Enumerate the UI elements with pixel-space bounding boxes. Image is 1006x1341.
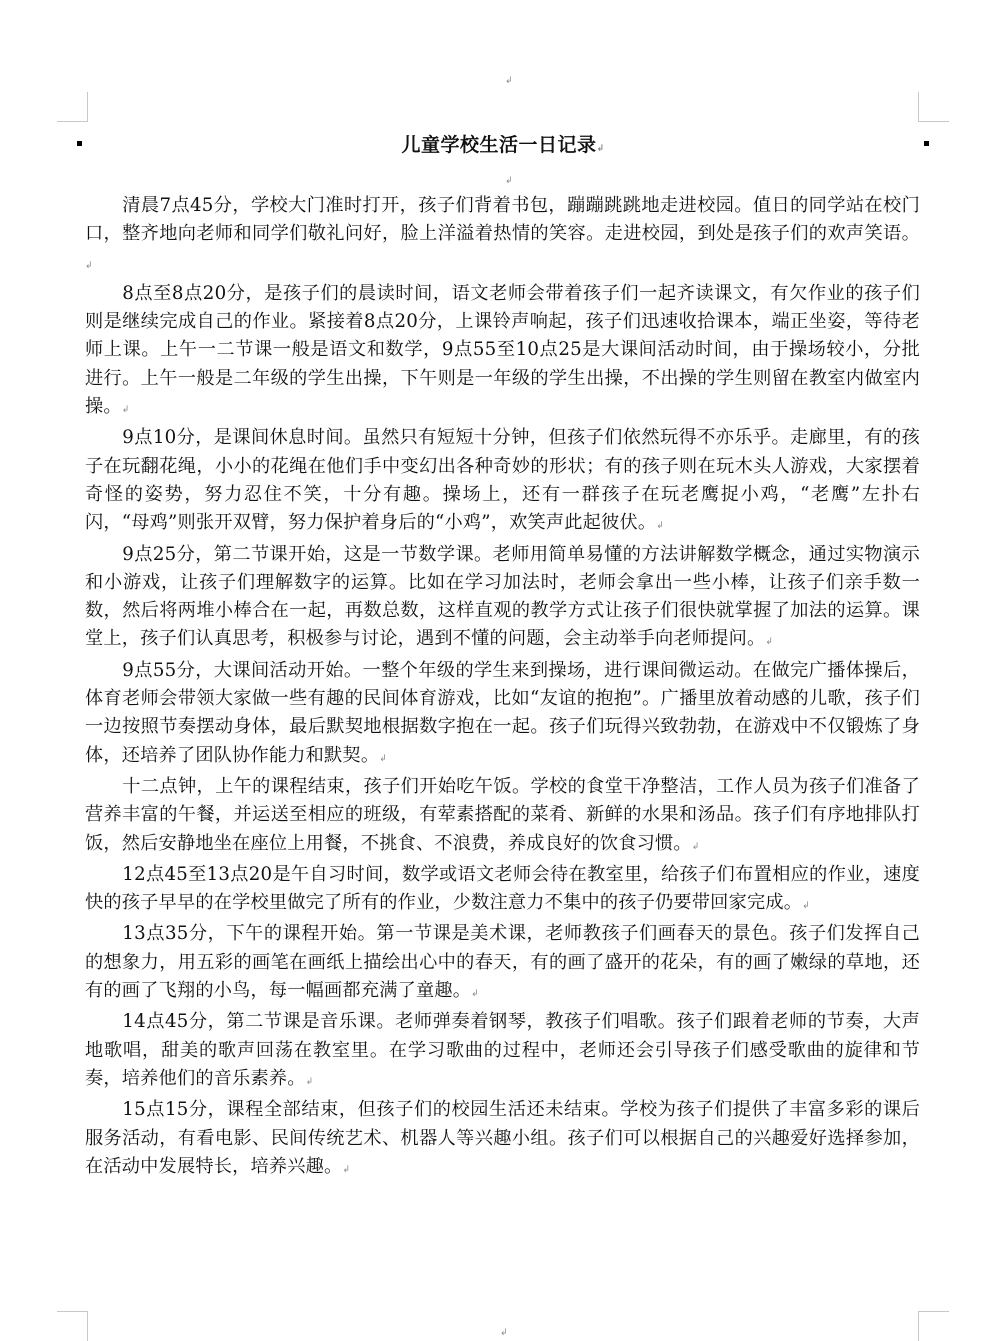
document-body[interactable] (85, 192, 920, 1184)
paragraph-mark: ↲ (765, 637, 774, 648)
paragraph-mark: ↲ (656, 521, 664, 532)
paragraph-text: 9点10分，是课间休息时间。虽然只有短短十分钟，但孩子们依然玩得不亦乐乎。走廊里，有的孩子在玩翻花绳，小小的花绳在他们手中变幻出各种奇妙的形状；有的孩子则在玩木头人游戏，大家摆着奇怪的姿势，努力忍住不笑，十分有趣。操场上，还有一群孩子在玩老鹰捉小鸡，“老鹰”左扑右闪，“母鸡”则张开双臂，努力保护着身后的“小鸡”，欢笑声此起彼伏。 (85, 427, 920, 534)
paragraph-text: 9点55分，大课间活动开始。一整个年级的学生来到操场，进行课间微运动。在做完广播体操后，体育老师会带领大家做一些有趣的民间体育游戏，比如“友谊的抱抱”。广播里放着动感的儿歌，孩子们一边按照节奏摆动身体，最后默契地根据数字抱在一起。孩子们玩得兴致勃勃，在游戏中不仅锻炼了身体，还培养了团队协作能力和默契。 (85, 659, 920, 766)
paragraph[interactable] (85, 280, 920, 424)
header-paragraph-mark: ↲ (505, 76, 513, 86)
document-title[interactable] (0, 130, 1006, 157)
paragraph[interactable] (85, 424, 920, 540)
paragraph-text: 清晨7点45分，学校大门准时打开，孩子们背着书包，蹦蹦跳跳地走进校园。值日的同学站在校门口，整齐地向老师和同学们敬礼问好，脸上洋溢着热情的笑容。走进校园，到处是孩子们的欢声笑语。 (85, 195, 920, 245)
paragraph-text: 12点45至13点20是午自习时间，数学或语文老师会待在教室里，给孩子们布置相应的作业，速度快的孩子早早的在学校里做完了所有的作业，少数注意力不集中的孩子仍要带回家完成。 (85, 863, 920, 914)
paragraph-text: 9点25分，第二节课开始，这是一节数学课。老师用简单易懂的方法讲解数学概念，通过实物演示和小游戏，让孩子们理解数字的运算。比如在学习加法时，老师会拿出一些小棒，让孩子们亲手数一数，然后将两堆小棒合在一起，再数总数，这样直观的教学方式让孩子们很快就掌握了加法的运算。课堂上，孩子们认真思考，积极参与讨论，遇到不懂的问题，会主动举手向老师提问。 (85, 543, 920, 650)
paragraph-text: 13点35分，下午的课程开始。第一节课是美术课，老师教孩子们画春天的景色。孩子们发挥自己的想象力，用五彩的画笔在画纸上描绘出心中的春天，有的画了盛开的花朵，有的画了嫩绿的草地，还有的画了飞翔的小鸟，每一幅画都充满了童趣。 (85, 923, 920, 1002)
paragraph[interactable] (85, 861, 920, 921)
blank-line-paragraph-mark: ↲ (505, 176, 513, 186)
page-corner-mark-bottom-right (918, 1311, 949, 1341)
paragraph-mark: ↲ (471, 989, 479, 1000)
paragraph[interactable] (85, 1096, 920, 1184)
paragraph-mark: ↲ (691, 841, 700, 852)
paragraph[interactable] (85, 657, 920, 773)
paragraph-mark: ↲ (305, 1076, 314, 1087)
page-corner-mark-top-left (57, 92, 88, 122)
paragraph-mark: ↲ (802, 901, 810, 912)
paragraph[interactable] (85, 192, 920, 280)
paragraph-mark: ↲ (342, 1164, 351, 1175)
page-corner-mark-top-right (918, 92, 949, 122)
page-corner-mark-bottom-left (57, 1311, 88, 1341)
paragraph-mark: ↲ (379, 753, 387, 764)
paragraph[interactable] (85, 920, 920, 1008)
paragraph-mark: ↲ (85, 260, 93, 271)
paragraph-text: 十二点钟，上午的课程结束，孩子们开始吃午饭。学校的食堂干净整洁，工作人员为孩子们准备了营养丰富的午餐，并运送至相应的班级，有荤素搭配的菜肴、新鲜的水果和汤品。孩子们有序地排队打饭，然后安静地坐在座位上用餐，不挑食、不浪费，养成良好的饮食习惯。 (85, 775, 920, 854)
paragraph[interactable] (85, 1008, 920, 1096)
paragraph-mark: ↲ (596, 144, 605, 154)
paragraph-text: 14点45分，第二节课是音乐课。老师弹奏着钢琴，教孩子们唱歌。孩子们跟着老师的节奏，大声地歌唱，甜美的歌声回荡在教室里。在学习歌曲的过程中，老师还会引导孩子们感受歌曲的旋律和节奏，培养他们的音乐素养。 (85, 1011, 920, 1089)
footer-paragraph-mark: ↲ (500, 1328, 508, 1338)
document-title-text: 儿童学校生活一日记录 (401, 134, 597, 156)
paragraph[interactable] (85, 541, 920, 657)
paragraph[interactable] (85, 773, 920, 861)
paragraph-text: 15点15分，课程全部结束，但孩子们的校园生活还未结束。学校为孩子们提供了丰富多彩的课后服务活动，有看电影、民间传统艺术、机器人等兴趣小组。孩子们可以根据自己的兴趣爱好选择参加，在活动中发展特长，培养兴趣。 (85, 1099, 920, 1177)
paragraph-text: 8点至8点20分，是孩子们的晨读时间，语文老师会带着孩子们一起齐读课文，有欠作业的孩子们则是继续完成自己的作业。紧接着8点20分，上课铃声响起，孩子们迅速收拾课本，端正坐姿，等待老师上课。上午一二节课一般是语文和数学，9点55至10点25是大课间活动时间，由于操场较小，分批进行。上午一般是二年级的学生出操，下午则是一年级的学生出操，不出操的学生则留在教室内做室内操。 (85, 282, 920, 418)
paragraph-mark: ↲ (121, 405, 130, 416)
